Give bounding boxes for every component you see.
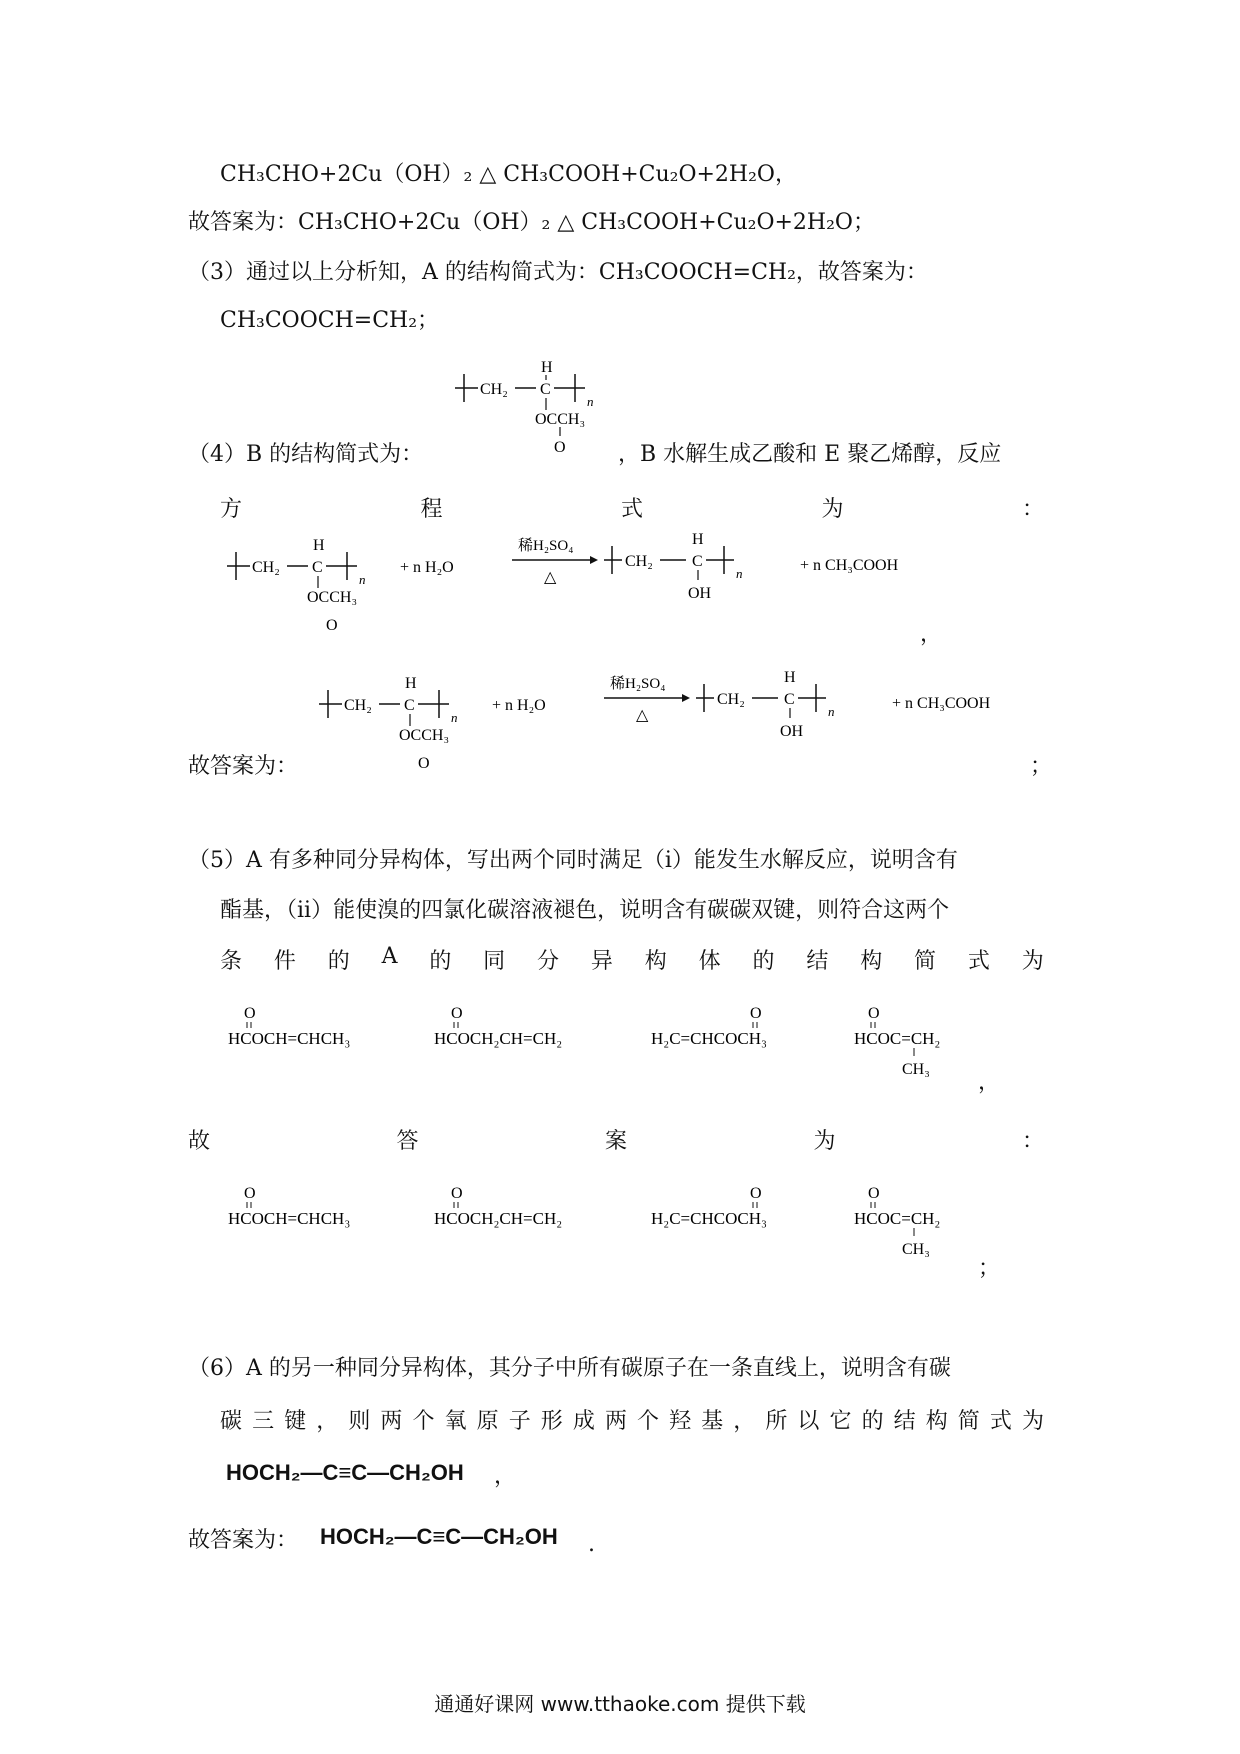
butynediol-answer: HOCH₂—C≡C—CH₂OH [320, 1524, 558, 1549]
spaced-line-structure [220, 1404, 1044, 1435]
spaced-char: 结 [806, 949, 829, 974]
occh3-label: OCCH₃ [535, 411, 586, 428]
n-label: n [587, 394, 594, 409]
spaced-char: ： [1021, 1129, 1044, 1154]
methyl-label: CH₃ [902, 1061, 930, 1078]
carbonyl-o: O [451, 1005, 463, 1022]
c-label: C [404, 697, 415, 714]
n-label: n [359, 572, 366, 587]
n-label: n [451, 710, 458, 725]
o-label: O [326, 617, 338, 634]
spaced-line-answer [188, 1124, 1044, 1155]
c-label: C [540, 381, 551, 398]
heat-symbol: △ [636, 707, 649, 724]
isomer-3: H₂C=CHCOCH₃ [651, 1029, 767, 1048]
spaced-char: 式 [620, 497, 643, 522]
isomer-4: HCOC=CH₂ [854, 1209, 941, 1228]
part4-continuation: ，B 水解生成乙酸和 E 聚乙烯醇，反应 [618, 442, 1002, 467]
spaced-char: 氧 [444, 1409, 467, 1434]
ch2-label: CH₂ [344, 697, 372, 714]
occh3-label: OCCH₃ [399, 727, 450, 744]
spaced-char: 式 [967, 949, 990, 974]
answer-line-1: 故答案为：CH₃CHO+2Cu（OH）₂ △ CH₃COOH+Cu₂O+2H₂O； [188, 210, 875, 235]
spaced-char: 子 [508, 1409, 531, 1434]
comma: ， [978, 1070, 1001, 1095]
c-label: C [692, 553, 703, 570]
spaced-char: 成 [572, 1409, 595, 1434]
reagent-label: 稀H₂SO₄ [610, 676, 666, 692]
spaced-line-equation [220, 492, 1044, 523]
spaced-char: 异 [590, 949, 613, 974]
part5-line-2: 酯基，（ii）能使溴的四氯化碳溶液褪色，说明含有碳碳双键，则符合这两个 [220, 898, 950, 923]
plus-acid: + n CH₃COOH [892, 695, 991, 712]
c-label: C [312, 559, 323, 576]
spaced-char: 构 [860, 949, 883, 974]
part5-line-1: （5）A 有多种同分异构体，写出两个同时满足（i）能发生水解反应，说明含有 [188, 848, 958, 873]
spaced-char: 答 [396, 1129, 419, 1154]
spaced-char: 方 [220, 497, 243, 522]
spaced-char: 结 [893, 1409, 916, 1434]
isomer-2: HCOCH₂CH=CH₂ [434, 1029, 563, 1048]
semicolon: ； [1030, 754, 1053, 779]
carbonyl-o: O [451, 1185, 463, 1202]
spaced-char: ， [316, 1409, 339, 1434]
carbonyl-o: O [244, 1005, 256, 1022]
spaced-char: 所 [765, 1409, 788, 1434]
spaced-char: 的 [327, 949, 350, 974]
part6-line-1: （6）A 的另一种同分异构体，其分子中所有碳原子在一条直线上，说明含有碳 [188, 1356, 951, 1381]
spaced-char: 它 [829, 1409, 852, 1434]
ch2-label: CH₂ [252, 559, 280, 576]
o-label: O [554, 439, 566, 456]
answer-label: 故答案为： [188, 1528, 299, 1553]
plus-water: + n H₂O [492, 697, 546, 714]
semicolon: ； [978, 1256, 1001, 1281]
spaced-char: 为 [1021, 949, 1044, 974]
spaced-char: 原 [476, 1409, 499, 1434]
answer-label: 故答案为： [188, 754, 299, 779]
spaced-char: 为 [813, 1129, 836, 1154]
spaced-char: 构 [925, 1409, 948, 1434]
isomer-1: HCOCH=CHCH₃ [228, 1209, 351, 1228]
period: . [588, 1532, 595, 1557]
spaced-char: ： [1021, 497, 1044, 522]
footer-source: 通通好课网 www.tthaoke.com 提供下载 [434, 1692, 806, 1716]
spaced-char: 碳 [220, 1409, 243, 1434]
spaced-char: 形 [540, 1409, 563, 1434]
carbonyl-o: O [750, 1005, 762, 1022]
spaced-char: 故 [188, 1129, 211, 1154]
spaced-char: 为 [821, 497, 844, 522]
h-label: H [784, 669, 796, 686]
spaced-char: 件 [273, 949, 296, 974]
occh3-label: OCCH₃ [307, 589, 358, 606]
spaced-char: 键 [284, 1409, 307, 1434]
spaced-char: 分 [537, 949, 560, 974]
plus-water: + n H₂O [400, 559, 454, 576]
isomer-row-2 [226, 1176, 986, 1270]
butynediol-formula: HOCH₂—C≡C—CH₂OH [226, 1460, 464, 1485]
n-label: n [736, 566, 743, 581]
hydrolysis-reaction-2 [314, 668, 1054, 792]
spaced-char: 的 [861, 1409, 884, 1434]
oh-label: OH [780, 723, 804, 740]
carbonyl-o: O [868, 1005, 880, 1022]
isomer-4: HCOC=CH₂ [854, 1029, 941, 1048]
equation-line-1: CH₃CHO+2Cu（OH）₂ △ CH₃COOH+Cu₂O+2H₂O， [220, 162, 797, 187]
h-label: H [692, 531, 704, 548]
reagent-label: 稀H₂SO₄ [518, 538, 574, 554]
spaced-char: 为 [1021, 1409, 1044, 1434]
spaced-char: 式 [989, 1409, 1012, 1434]
carbonyl-o: O [868, 1185, 880, 1202]
n-label: n [828, 704, 835, 719]
spaced-char: 体 [698, 949, 721, 974]
spaced-char: A [381, 944, 398, 969]
part4-label: （4）B 的结构简式为： [188, 442, 424, 467]
spaced-char: 程 [420, 497, 443, 522]
methyl-label: CH₃ [902, 1241, 930, 1258]
comma: ， [920, 622, 943, 647]
spaced-char: 三 [252, 1409, 275, 1434]
spaced-char: 则 [348, 1409, 371, 1434]
spaced-char: 案 [604, 1129, 627, 1154]
spaced-char: 简 [914, 949, 937, 974]
spaced-char: 的 [752, 949, 775, 974]
isomer-2: HCOCH₂CH=CH₂ [434, 1209, 563, 1228]
spaced-char: 个 [412, 1409, 435, 1434]
spaced-char: 以 [797, 1409, 820, 1434]
spaced-char: 羟 [669, 1409, 692, 1434]
spaced-char: 简 [957, 1409, 980, 1434]
oh-label: OH [688, 585, 712, 602]
isomer-1: HCOCH=CHCH₃ [228, 1029, 351, 1048]
plus-acid: + n CH₃COOH [800, 557, 899, 574]
part3-answer: CH₃COOCH=CH₂； [220, 308, 440, 333]
isomer-3: H₂C=CHCOCH₃ [651, 1209, 767, 1228]
c-label: C [784, 691, 795, 708]
spaced-line-isomer [220, 944, 1044, 975]
spaced-char: 同 [483, 949, 506, 974]
polymer-b-structure [450, 352, 620, 466]
comma: ， [494, 1464, 517, 1489]
o-label: O [418, 755, 430, 772]
spaced-char: 两 [604, 1409, 627, 1434]
isomer-row-1 [226, 996, 986, 1090]
carbonyl-o: O [244, 1185, 256, 1202]
carbonyl-o: O [750, 1185, 762, 1202]
h-label: H [405, 675, 417, 692]
spaced-char: 构 [644, 949, 667, 974]
spaced-char: 个 [637, 1409, 660, 1434]
spaced-char: 的 [429, 949, 452, 974]
spaced-char: 两 [380, 1409, 403, 1434]
h-label: H [313, 537, 325, 554]
hydrolysis-reaction-1 [222, 530, 962, 654]
spaced-char: 基 [701, 1409, 724, 1434]
spaced-char: 条 [220, 949, 243, 974]
heat-symbol: △ [544, 569, 557, 586]
ch2-label: CH₂ [480, 381, 508, 398]
spaced-char: ， [733, 1409, 756, 1434]
ch2-label: CH₂ [625, 553, 653, 570]
ch2-label: CH₂ [717, 691, 745, 708]
h-label: H [541, 359, 553, 376]
part3-line: （3）通过以上分析知，A 的结构简式为：CH₃COOCH=CH₂，故答案为： [188, 260, 928, 285]
